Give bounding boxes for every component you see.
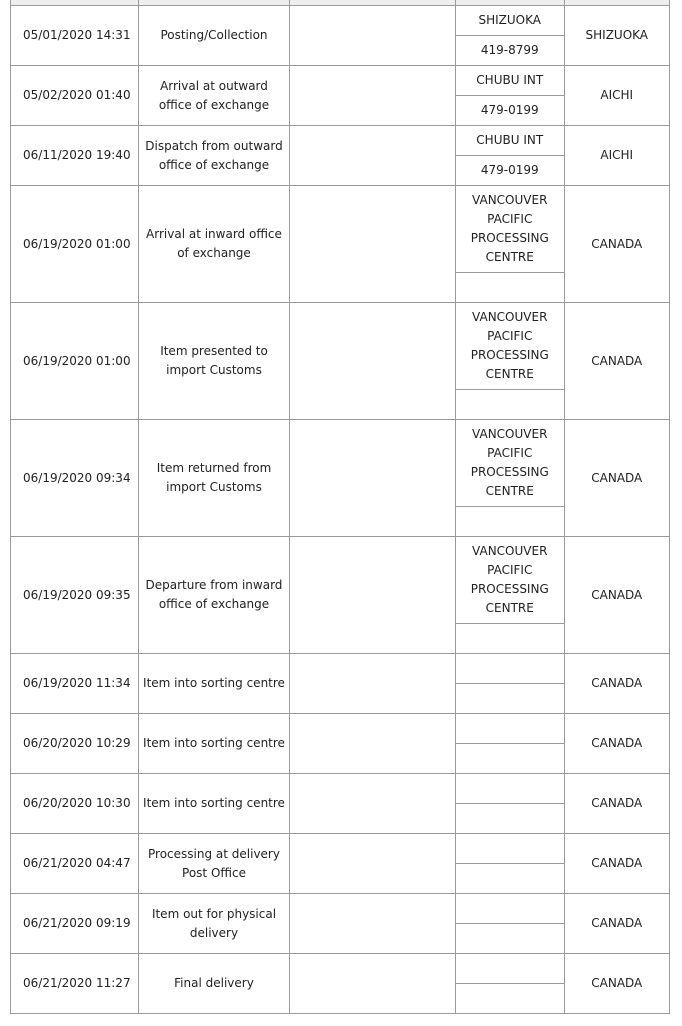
event-datetime: 06/19/2020 09:34 [11, 420, 139, 537]
event-description: Item into sorting centre [138, 714, 290, 774]
event-datetime: 05/01/2020 14:31 [11, 6, 139, 66]
event-detail [290, 834, 456, 894]
event-datetime: 06/11/2020 19:40 [11, 126, 139, 186]
office-postcode [455, 273, 564, 303]
event-region: CANADA [564, 894, 669, 954]
office-postcode: 419-8799 [455, 36, 564, 66]
office-postcode [455, 924, 564, 954]
table-row [11, 420, 670, 507]
office-name: VANCOUVER PACIFIC PROCESSING CENTRE [455, 186, 564, 273]
office-postcode [455, 804, 564, 834]
event-detail [290, 186, 456, 303]
event-description: Item into sorting centre [138, 654, 290, 714]
event-description: Arrival at inward office of exchange [138, 186, 290, 303]
office-name [455, 834, 564, 864]
event-datetime: 06/21/2020 11:27 [11, 954, 139, 1014]
event-description: Departure from inward office of exchange [138, 537, 290, 654]
event-detail [290, 303, 456, 420]
table-row [11, 6, 670, 36]
office-name [455, 954, 564, 984]
event-region: AICHI [564, 126, 669, 186]
office-name [455, 894, 564, 924]
office-name: CHUBU INT [455, 66, 564, 96]
event-region: CANADA [564, 654, 669, 714]
event-detail [290, 420, 456, 537]
event-description: Item presented to import Customs [138, 303, 290, 420]
table-row [11, 834, 670, 864]
office-name: VANCOUVER PACIFIC PROCESSING CENTRE [455, 537, 564, 624]
office-name: VANCOUVER PACIFIC PROCESSING CENTRE [455, 420, 564, 507]
event-description: Arrival at outward office of exchange [138, 66, 290, 126]
event-region: SHIZUOKA [564, 6, 669, 66]
event-region: CANADA [564, 537, 669, 654]
event-datetime: 06/21/2020 09:19 [11, 894, 139, 954]
event-description: Item out for physical delivery [138, 894, 290, 954]
event-description: Processing at delivery Post Office [138, 834, 290, 894]
office-postcode [455, 684, 564, 714]
event-region: CANADA [564, 303, 669, 420]
event-detail [290, 6, 456, 66]
office-name [455, 654, 564, 684]
office-name [455, 774, 564, 804]
table-row [11, 654, 670, 684]
event-description: Posting/Collection [138, 6, 290, 66]
event-detail [290, 66, 456, 126]
event-datetime: 06/20/2020 10:30 [11, 774, 139, 834]
event-description: Dispatch from outward office of exchange [138, 126, 290, 186]
event-datetime: 05/02/2020 01:40 [11, 66, 139, 126]
office-postcode [455, 864, 564, 894]
event-region: CANADA [564, 714, 669, 774]
event-region: CANADA [564, 420, 669, 537]
event-datetime: 06/19/2020 01:00 [11, 186, 139, 303]
event-detail [290, 654, 456, 714]
office-postcode [455, 390, 564, 420]
event-description: Item into sorting centre [138, 774, 290, 834]
table-row [11, 894, 670, 924]
office-postcode: 479-0199 [455, 156, 564, 186]
office-name [455, 714, 564, 744]
table-row [11, 186, 670, 273]
office-postcode [455, 507, 564, 537]
event-datetime: 06/19/2020 01:00 [11, 303, 139, 420]
event-detail [290, 894, 456, 954]
table-row [11, 537, 670, 624]
office-name: CHUBU INT [455, 126, 564, 156]
event-region: AICHI [564, 66, 669, 126]
table-row [11, 714, 670, 744]
office-postcode [455, 984, 564, 1014]
event-detail [290, 537, 456, 654]
event-datetime: 06/19/2020 09:35 [11, 537, 139, 654]
table-row [11, 954, 670, 984]
table-row [11, 774, 670, 804]
table-row [11, 126, 670, 156]
office-postcode [455, 624, 564, 654]
table-row [11, 303, 670, 390]
office-name: VANCOUVER PACIFIC PROCESSING CENTRE [455, 303, 564, 390]
event-region: CANADA [564, 834, 669, 894]
tracking-history-table [10, 0, 670, 1014]
event-datetime: 06/19/2020 11:34 [11, 654, 139, 714]
office-postcode [455, 744, 564, 774]
table-row [11, 66, 670, 96]
event-detail [290, 714, 456, 774]
event-detail [290, 954, 456, 1014]
event-detail [290, 774, 456, 834]
event-region: CANADA [564, 954, 669, 1014]
tracking-table-body [11, 0, 670, 1014]
office-name: SHIZUOKA [455, 6, 564, 36]
event-datetime: 06/20/2020 10:29 [11, 714, 139, 774]
event-region: CANADA [564, 774, 669, 834]
event-region: CANADA [564, 186, 669, 303]
event-description: Final delivery [138, 954, 290, 1014]
event-description: Item returned from import Customs [138, 420, 290, 537]
event-detail [290, 126, 456, 186]
office-postcode: 479-0199 [455, 96, 564, 126]
event-datetime: 06/21/2020 04:47 [11, 834, 139, 894]
